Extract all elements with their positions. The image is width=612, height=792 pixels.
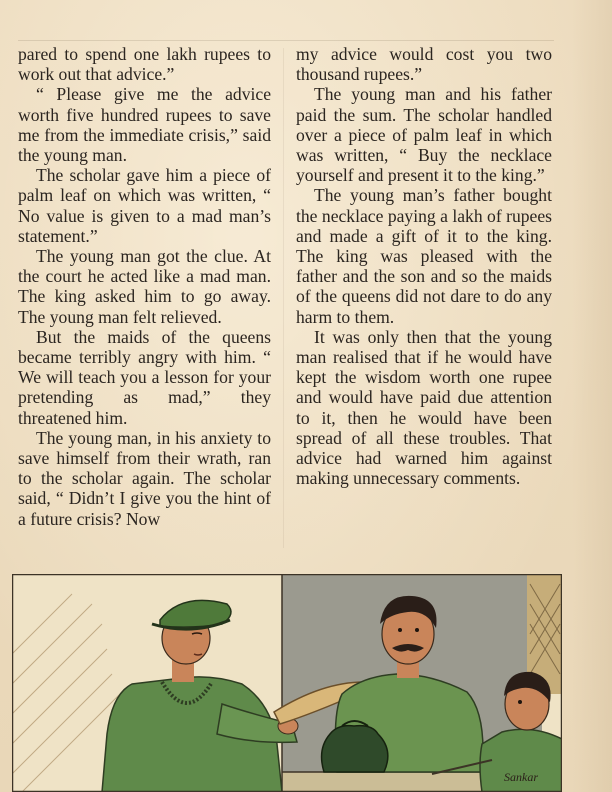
right-paragraph-1: my advice would cost you two thousand rupees.”	[296, 44, 552, 85]
story-illustration	[12, 574, 562, 792]
column-divider	[283, 48, 284, 548]
left-paragraph-6: The young man, in his anxiety to save himself from their wrath, ran to the scholar again. The scholar said, “ Didn’t I give you the hint of a future crisis? Now	[18, 427, 271, 529]
left-paragraph-4: The young man got the clue. At the court he acted like a mad man. The king asked him to go away. The young man felt relieved.	[18, 246, 271, 327]
right-paragraph-2: The young man and his father paid the sum. The scholar handled over a piece of palm leaf in which was written, “ Buy the necklace yourself and present it to the king.”	[296, 84, 552, 186]
right-paragraph-3: The young man’s father bought the necklace paying a lakh of rupees and made a gift of it to the king. The king was pleased with the father and the son and so the maids of the queens did not dare to do any harm to them.	[296, 185, 552, 327]
left-paragraph-2: “ Please give me the advice worth five hundred rupees to save me from the immediate crisis,” said the young man.	[18, 84, 271, 166]
left-paragraph-5: But the maids of the queens became terribly angry with him. “ We will teach you a lesson for your pretending as mad,” they threatened him.	[18, 326, 271, 428]
left-paragraph-3: The scholar gave him a piece of palm leaf on which was written, “ No value is given to a mad man’s statement.”	[18, 165, 271, 246]
page-edge-shadow	[572, 0, 612, 792]
top-rule	[18, 40, 554, 41]
right-text-column	[296, 44, 552, 488]
right-paragraph-4: It was only then that the young man realised that if he would have kept the wisdom worth one rupee and would have paid due attention to it, then he would have been spread of all these troubles. That advice had warned him against making unnecessary comments.	[296, 326, 552, 489]
left-text-column	[18, 44, 271, 529]
left-paragraph-1: pared to spend one lakh rupees to work out that advice.”	[18, 44, 271, 85]
artist-signature: Sankar	[504, 770, 538, 784]
illustration-drawing	[12, 574, 562, 792]
